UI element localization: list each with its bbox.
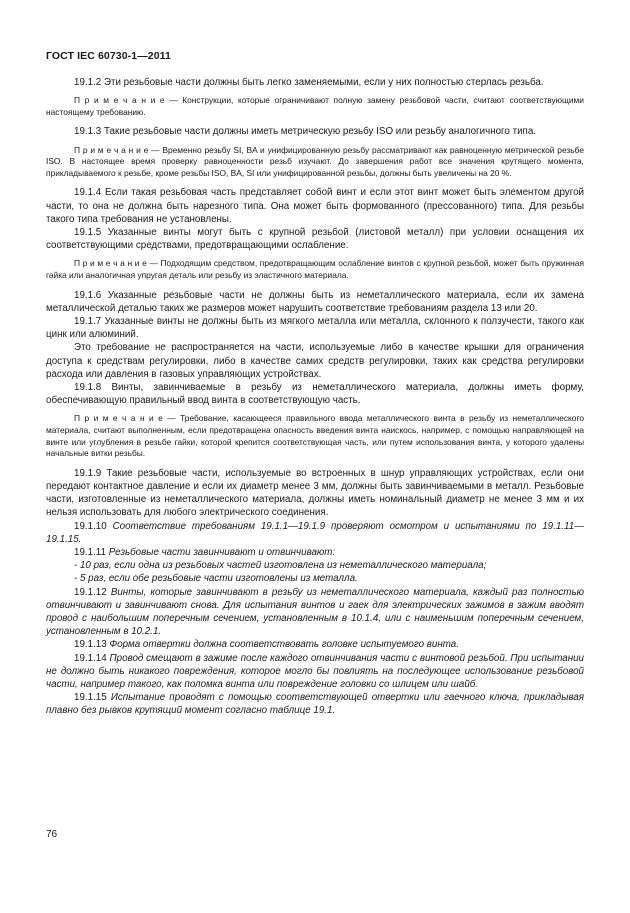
note-text: — Требование, касающееся правильного ввода металлического винта в резьбу из неметаллического материала, считают выполненным, если предотвращена опасность введения винта наискось, например, с помощью направляющей на винте или углубления в резьбе гайки, которой крепится соответствующая часть, или путем использования винта, у которого удалены начальные витки резьбы.: [46, 413, 584, 459]
list-item: - 10 раз, если одна из резьбовых частей изготовлена из неметаллического материала;: [74, 560, 487, 572]
document-header: ГОСТ IEC 60730-1—2011: [46, 50, 171, 62]
note-text: — Временно резьбу SI, BA и унифицированную резьбу рассматривают как равноценную метрической резьбе ISO. В настоящее время проверку равноценности резьб изучают. До завершения работ все значения крутящего момента, прикладываемого к резьбе, кроме резьбы ISO, BA, SI или унифицированной резьбы, должны быть увеличены на 20 %.: [46, 144, 584, 178]
note-paragraph: [46, 413, 584, 459]
clause-text: Провод смещают в зажиме после каждого отвинчивания части с винтовой резьбой. При испытании не должно быть никакого повреждения, которое могло бы повлиять на последующее использование резьбовой части, например такого, как поломка винта или повреждение головки со шлицем или шайб.: [46, 652, 584, 691]
clause-paragraph: [46, 691, 584, 717]
note-paragraph: [46, 145, 584, 180]
clause-paragraph: [46, 638, 584, 651]
note-paragraph: [46, 258, 584, 281]
clause-number: 19.1.15: [74, 692, 111, 704]
note-paragraph: [46, 95, 584, 118]
body-paragraph: 19.1.8 Винты, завинчиваемые в резьбу из неметаллического материала, должны иметь форму, обеспечивающую правильный ввод винта в соответствующую часть.: [46, 382, 584, 407]
clause-number: 19.1.13: [74, 639, 110, 651]
clause-text: Соответствие требованиям 19.1.1—19.1.9 проверяют осмотром и испытаниями по 19.1.11—19.1.15.: [46, 520, 584, 545]
body-paragraph: 19.1.6 Указанные резьбовые части не должны быть из неметаллического материала, если их замена металлической деталью таких же размеров может нарушить соответствие требованиям раздела 13 или 20.: [46, 289, 584, 314]
note-text: — Подходящим средством, предотвращающим ослабление винтов с крупной резьбой, может быть пружинная гайка или аналогичная упругая деталь или резьбу из эластичного материала.: [46, 258, 584, 280]
body-paragraph: 19.1.4 Если такая резьбовая часть представляет собой винт и если этот винт может быть элементом другой части, то она не должна быть нарезного типа. Она может быть формованного (прессованного) типа. Для резьбы такого типа требования не установлены.: [46, 187, 584, 225]
body-paragraph: 19.1.7 Указанные винты не должны быть из мягкого металла или металла, склонного к ползучести, такого как цинк или алюминий.: [46, 315, 584, 341]
note-label: П р и м е ч а н и е: [74, 258, 147, 269]
clause-paragraph: [46, 520, 584, 546]
clause-paragraph: [46, 586, 584, 639]
clause-text: Винты, которые завинчивают в резьбу из неметаллического материала, каждый раз полностью отвинчивают и завинчивают снова. Для испытания винтов и гаек для электрических зажимов в зажим вводят провод с наибольшим поперечным сечением, установленным в 10.1.4, или с наименьшим поперечным сечением, установленным в 10.2.1.: [46, 586, 584, 638]
note-label: П р и м е ч а н и е: [74, 413, 163, 424]
list-item: - 5 раз, если обе резьбовые части изготовлены из металла.: [74, 573, 358, 585]
body-paragraph: 19.1.5 Указанные винты могут быть с крупной резьбой (листовой металл) при условии оснащения их соответствующими средствами, предотвращающими ослабление.: [46, 226, 584, 252]
document-body: [46, 76, 584, 718]
body-paragraph: 19.1.2 Эти резьбовые части должны быть легко заменяемыми, если у них полностью стерлась резьба.: [74, 77, 544, 88]
note-label: П р и м е ч а н и е: [74, 95, 165, 106]
clause-number: 19.1.11: [74, 547, 109, 558]
body-paragraph: Это требование не распространяется на части, используемые либо в качестве крышки для ограничения доступа к средствам регулировки, либо в качестве самих средств регулировки, таких как средства регулировки расхода или давления в газовых управляющих устройствах.: [46, 342, 584, 380]
note-label: П р и м е ч а н и е: [74, 144, 149, 155]
clause-paragraph: [46, 652, 584, 692]
clause-number: 19.1.10: [74, 520, 113, 532]
body-paragraph: 19.1.9 Такие резьбовые части, используемые во встроенных в шнур управляющих устройствах, если они передают контактное давление и если их диаметр менее 3 мм, должны быть завинчиваемыми в металл. Резьбовые части, изготовленные из неметаллического материала, должны иметь номинальный диаметр не менее 3 мм и их нельзя использовать для любого электрического соединения.: [46, 467, 584, 519]
clause-text: Форма отвертки должна соответствовать головке испытуемого винта.: [109, 639, 459, 651]
clause-paragraph: [46, 546, 584, 559]
clause-number: 19.1.14: [74, 652, 110, 664]
body-paragraph: 19.1.3 Такие резьбовые части должны иметь метрическую резьбу ISO или резьбу аналогичного типа.: [74, 126, 537, 138]
note-text: — Конструкции, которые ограничивают полную замену резьбовой части, считают соответствующими настоящему требованию.: [46, 95, 584, 117]
clause-text: Резьбовые части завинчивают и отвинчивают:: [108, 547, 336, 558]
page-number: 76: [46, 829, 58, 840]
clause-number: 19.1.12: [74, 586, 111, 598]
clause-text: Испытание проводят с помощью соответствующей отвертки или гаечного ключа, прикладывая плавно без рывков крутящий момент согласно таблице 19.1.: [46, 692, 584, 717]
